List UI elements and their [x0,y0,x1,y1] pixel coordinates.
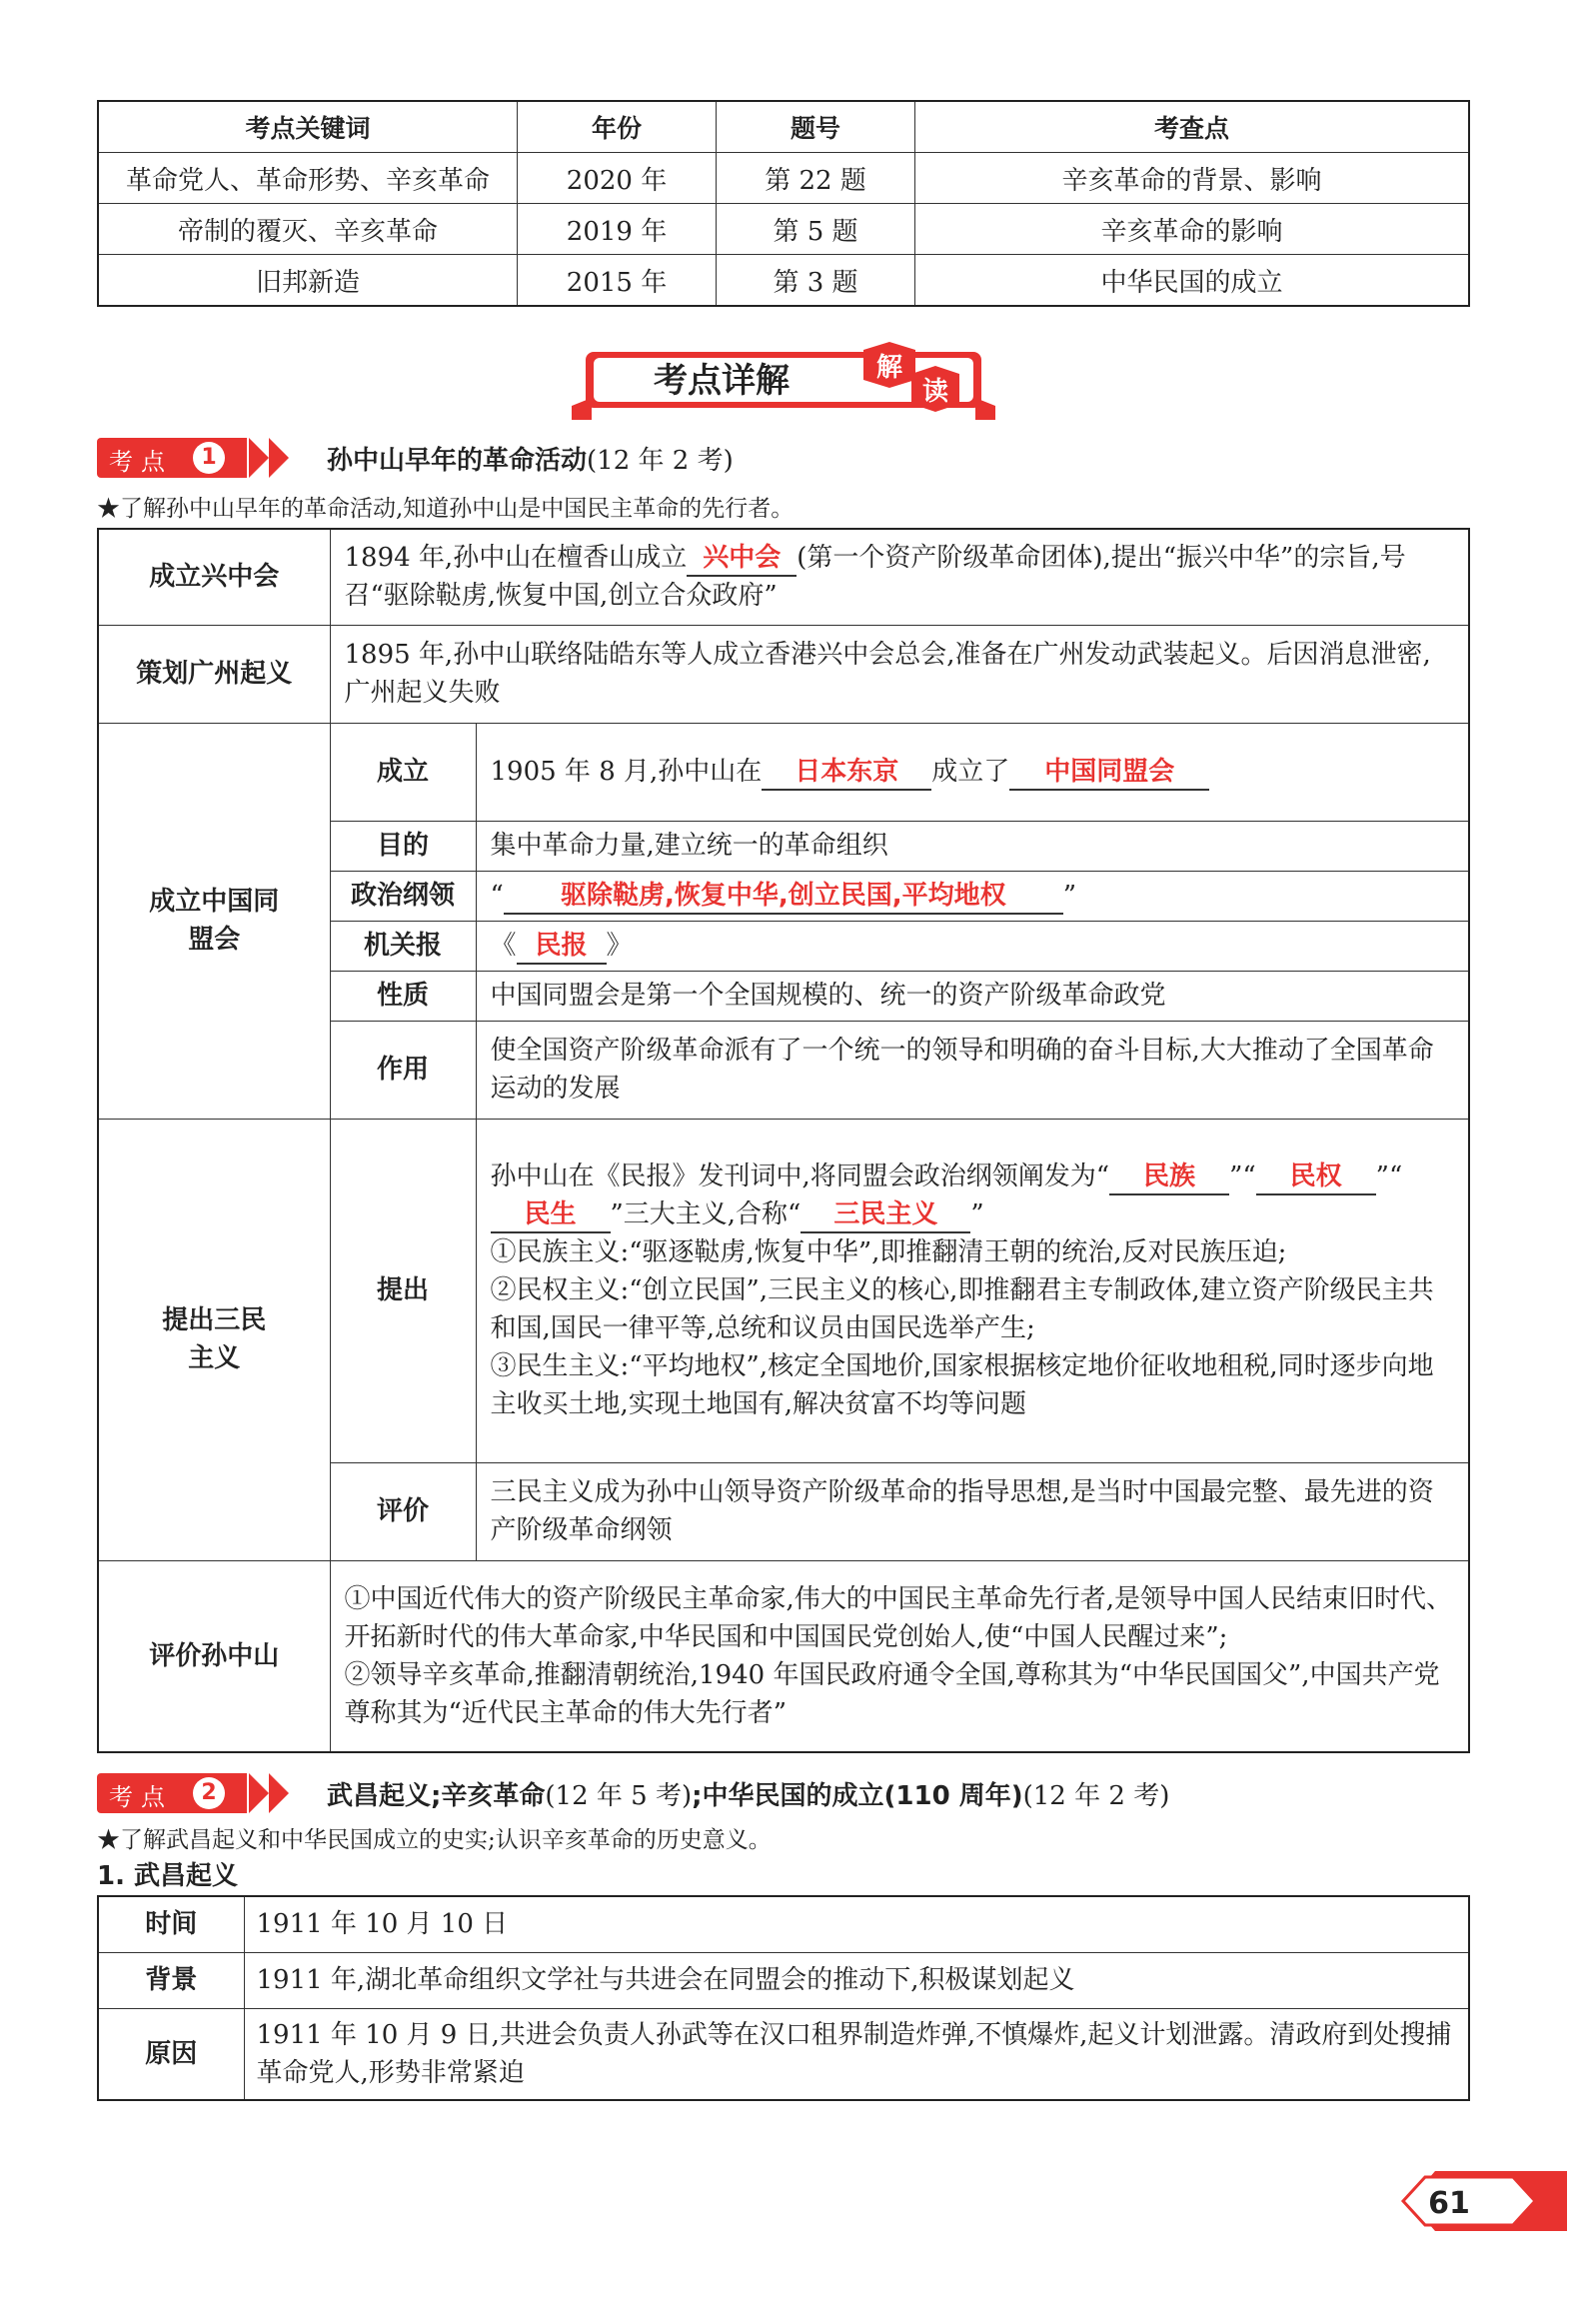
table-row [98,1952,1469,2008]
row-label: 评价孙中山 [98,1560,330,1752]
row-label [98,1119,330,1560]
answer-blank: 日本东京 [762,755,931,791]
row-label: 时间 [98,1896,244,1952]
text-span: ”三大主义,合称“ [610,1199,801,1229]
label-text: 成立中国同盟会 [149,887,280,955]
banner-title: 考点详解 [654,361,790,401]
sub-label: 提出 [330,1119,476,1462]
table-cell: 帝制的覆灭、辛亥革命 [98,204,518,255]
row-label: 策划广州起义 [98,625,330,723]
kaodian-title [327,1775,1169,1812]
header-exam-point: 考查点 [915,101,1470,153]
row-content: 三民主义成为孙中山领导资产阶级革命的指导思想,是当时中国最完整、最先进的资产阶级革命纲领 [476,1462,1469,1560]
table-cell: 第 22 题 [717,153,915,204]
table-cell: 2015 年 [518,255,717,307]
row-content [330,529,1469,625]
kaodian-2-note: ★了解武昌起义和中华民国成立的史实;认识辛亥革命的历史意义。 [97,1827,772,1853]
row-content [476,723,1469,821]
table-row [98,1896,1469,1952]
text-span: 》 [606,931,633,961]
banner-tag1: 解 [875,353,903,383]
row-content: 集中革命力量,建立统一的革命组织 [476,821,1469,871]
section-banner [572,342,995,420]
table-cell: 中华民国的成立 [915,255,1470,307]
kaodian-exam-count: (12 年 5 考) [545,1781,693,1811]
text-span: 1894 年,孙中山在檀香山成立 [344,543,688,574]
table-row [98,1119,1469,1462]
table-row [98,2008,1469,2100]
banner-tag2: 读 [921,377,949,407]
table-row [98,153,1469,204]
kaodian-exam-count: (12 年 2 考) [587,446,734,476]
table-row [98,204,1469,255]
label-text: 提出三民主义 [162,1305,267,1373]
kaodian-exam-count: (12 年 2 考) [1022,1781,1170,1811]
answer-blank: 三民主义 [800,1197,970,1233]
keyword-table [97,100,1470,307]
table-cell: 辛亥革命的影响 [915,204,1470,255]
smzy-intro [491,1158,1455,1233]
answer-blank: 驱除鞑虏,恢复中华,创立民国,平均地权 [504,879,1063,915]
kaodian-title-text: ) [1010,1781,1023,1811]
kaodian-title-text: 武昌起义;辛亥革命 [327,1781,546,1811]
double-arrow-icon [249,1773,299,1813]
table-cell: 2019 年 [518,204,717,255]
answer-blank: 中国同盟会 [1009,755,1209,791]
table-row [98,625,1469,723]
kaodian-number: 1 [193,442,225,474]
row-content: 中国同盟会是第一个全国规模的、统一的资产阶级革命政党 [476,971,1469,1021]
sub-label: 成立 [330,723,476,821]
row-content: 使全国资产阶级革命派有了一个统一的领导和明确的奋斗目标,大大推动了全国革命运动的发展 [476,1021,1469,1119]
kaodian-1-table [97,528,1470,1753]
answer-blank: 兴中会 [687,541,797,577]
row-content: 1911 年 10 月 10 日 [244,1896,1469,1952]
row-label [98,723,330,1119]
kaodian-badge-label: 考点 [109,1783,173,1811]
text-span: 成立了 [931,757,1010,787]
answer-blank: 民生 [491,1197,611,1233]
table-row [98,723,1469,821]
sub-label: 作用 [330,1021,476,1119]
keyword-table-header [98,101,1469,153]
principle-nationalism: ①民族主义:“驱逐鞑虏,恢复中华”,即推翻清王朝的统治,反对民族压迫; [490,1237,1287,1267]
table-cell: 2020 年 [518,153,717,204]
answer-blank: 民权 [1256,1160,1376,1195]
sub-label: 政治纲领 [330,871,476,921]
header-keyword: 考点关键词 [98,101,518,153]
kaodian-number: 2 [193,1777,225,1809]
page-number: 61 [1428,2186,1470,2221]
row-content: 1911 年,湖北革命组织文学社与共进会在同盟会的推动下,积极谋划起义 [244,1952,1469,2008]
evaluation-point-1: ①中国近代伟大的资产阶级民主革命家,伟大的中国民主革命先行者,是领导中国人民结束旧时代、开拓新时代的伟大革命家,中华民国和中国国民党创始人,使“中国人民醒过来”; [344,1583,1453,1652]
text-span: 1905 年 8 月,孙中山在 [490,757,763,787]
kaodian-title-text: 孙中山早年的革命活动 [327,446,588,476]
header-question: 题号 [717,101,915,153]
evaluation-point-2: ②领导辛亥革命,推翻清朝统治,1940 年国民政府通令全国,尊称其为“中华民国国父”,中国共产党尊称其为“近代民主革命的伟大先行者” [344,1659,1440,1728]
row-content [476,871,1469,921]
row-content [476,1119,1469,1462]
row-label: 成立兴中会 [98,529,330,625]
row-label: 原因 [98,2008,244,2100]
principle-democracy: ②民权主义:“创立民国”,三民主义的核心,即推翻君主专制政体,建立资产阶级民主共和国,国民一律平等,总统和议员由国民选举产生; [490,1275,1434,1343]
text-span: 《 [490,931,517,961]
row-content [476,921,1469,971]
row-content: 1895 年,孙中山联络陆皓东等人成立香港兴中会总会,准备在广州发动武装起义。后因消息泄密,广州起义失败 [330,625,1469,723]
table-cell: 革命党人、革命形势、辛亥革命 [98,153,518,204]
sub-label: 机关报 [330,921,476,971]
table-row [98,255,1469,307]
row-content: 1911 年 10 月 9 日,共进会负责人孙武等在汉口租界制造炸弹,不慎爆炸,起义计划泄露。清政府到处搜捕革命党人,形势非常紧迫 [244,2008,1469,2100]
kaodian-badge [97,438,247,478]
answer-blank: 民报 [517,929,607,965]
text-span: ”“ [1375,1162,1403,1191]
double-arrow-icon [249,438,299,478]
row-content [330,1560,1469,1752]
header-year: 年份 [518,101,717,153]
answer-blank: 民族 [1109,1160,1229,1195]
table-cell: 第 3 题 [717,255,915,307]
kaodian-badge-label: 考点 [109,448,173,476]
kaodian-badge [97,1773,247,1813]
wuchang-table [97,1895,1470,2101]
table-row [98,529,1469,625]
row-label: 背景 [98,1952,244,2008]
principle-livelihood: ③民生主义:“平均地权”,核定全国地价,国家根据核定地价征收地租税,同时逐步向地主收买土地,实现土地国有,解决贫富不均等问题 [490,1351,1434,1419]
kaodian-title-text: ;中华民国的成立( [692,1781,896,1811]
text-span: ” [1062,881,1077,911]
table-cell: 旧邦新造 [98,255,518,307]
section-title: 1. 武昌起义 [97,1861,239,1891]
text-span: ” [970,1199,984,1229]
sub-label: 评价 [330,1462,476,1560]
text-span: “ [490,881,504,911]
text-span: (第一个资产阶级革命团体),提出“振兴中华”的宗旨,号召“驱除鞑虏,恢复中国,创立合众政府” [344,543,1406,612]
kaodian-title [327,440,734,477]
text-span: ”“ [1229,1162,1256,1191]
text-span: 孙中山在《民报》发刊词中,将同盟会政治纲领阐发为“ [490,1162,1110,1191]
anniversary-text: 110 周年 [895,1781,1011,1811]
page-number-badge [1395,2167,1567,2235]
table-cell: 辛亥革命的背景、影响 [915,153,1470,204]
sub-label: 性质 [330,971,476,1021]
sub-label: 目的 [330,821,476,871]
table-cell: 第 5 题 [717,204,915,255]
table-row [98,1560,1469,1752]
kaodian-1-note: ★了解孙中山早年的革命活动,知道孙中山是中国民主革命的先行者。 [97,496,795,522]
